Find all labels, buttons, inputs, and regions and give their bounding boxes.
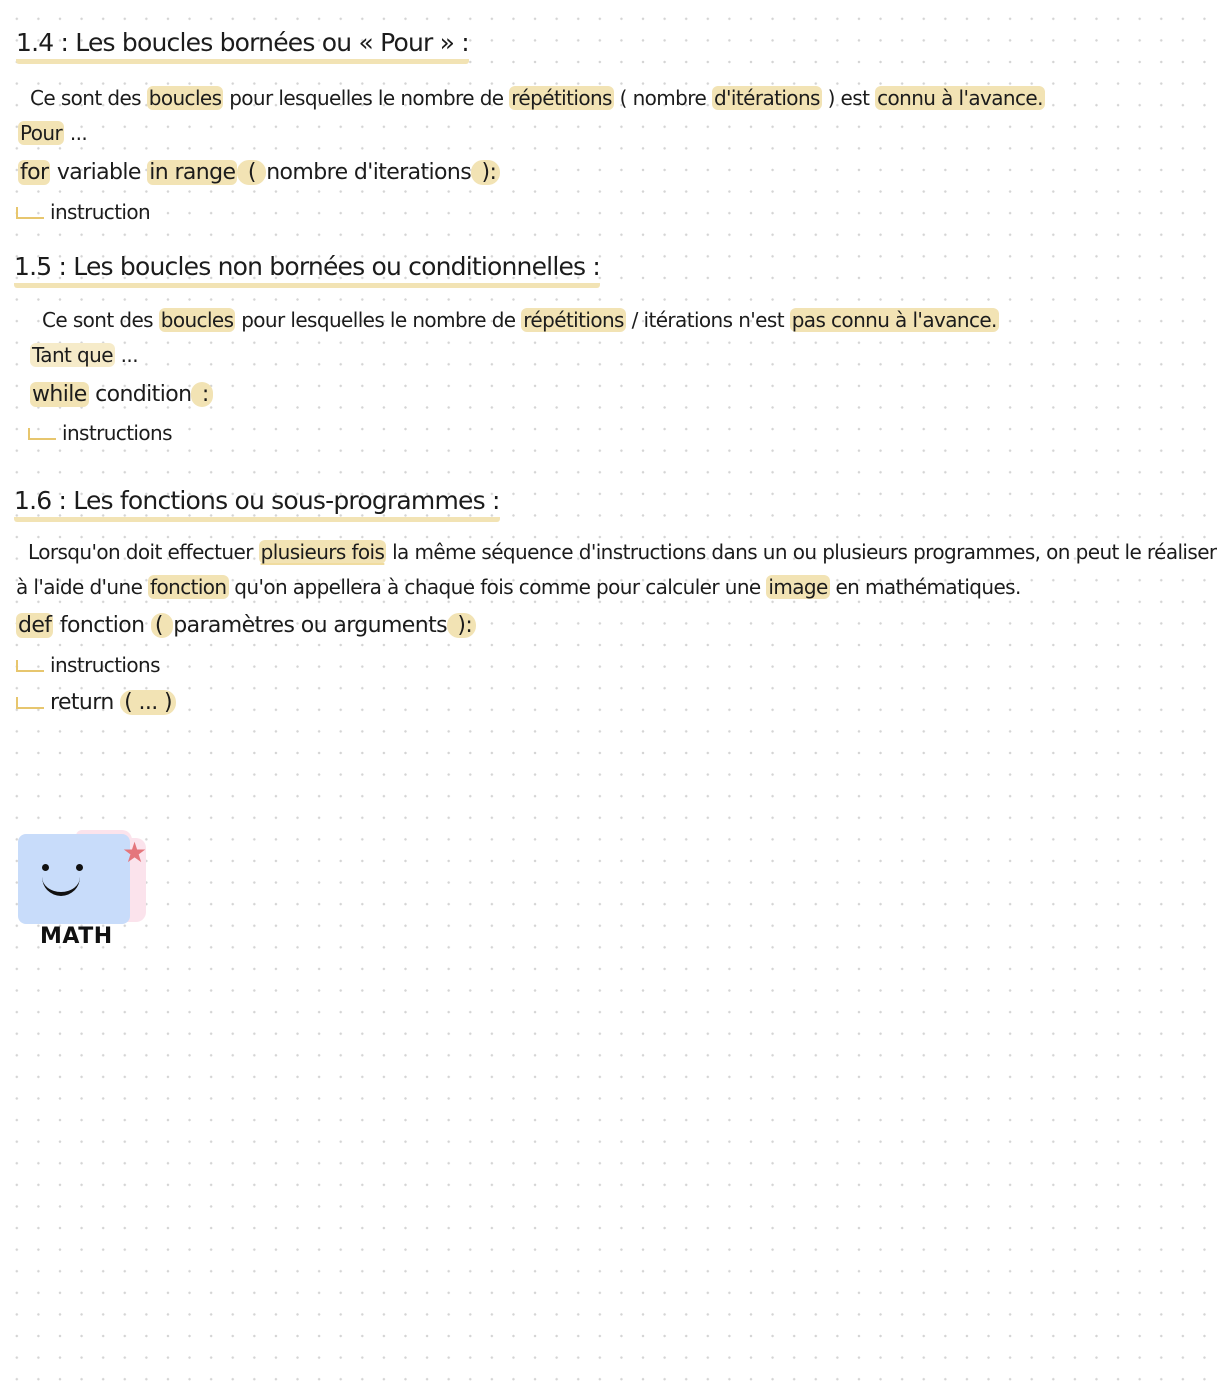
paragraph-1-5: Ce sont des boucles pour lesquelles le nombre de répétitions / itérations n'est pas connu à l'avance.	[42, 308, 997, 332]
corner-bracket-icon	[16, 660, 44, 672]
instruction-line-1-4: instruction	[16, 200, 150, 224]
instruction-line-1-6: instructions	[16, 653, 160, 677]
section-title-1-6: 1.6 : Les fonctions ou sous-programmes :	[14, 486, 500, 515]
paragraph-1-6-line2: à l'aide d'une fonction qu'on appellera à chaque fois comme pour calculer une image en mathématiques.	[16, 575, 1021, 599]
pour-label: Pour ...	[20, 121, 88, 145]
paragraph-1-6-line1: Lorsqu'on doit effectuer plusieurs fois la même séquence d'instructions dans un ou plusieurs programmes, on peut le réaliser	[28, 540, 1217, 564]
right-eye	[76, 864, 83, 871]
math-label: MATH	[40, 924, 113, 949]
code-def-function: def fonction ( paramètres ou arguments ):	[16, 613, 476, 638]
corner-bracket-icon	[16, 207, 44, 219]
paragraph-1-4: Ce sont des boucles pour lesquelles le nombre de répétitions ( nombre d'itérations ) est connu à l'avance.	[30, 86, 1043, 110]
section-title-1-4: 1.4 : Les boucles bornées ou « Pour » :	[16, 28, 469, 57]
return-line: return ( ... )	[16, 690, 176, 715]
instruction-line-1-5: instructions	[28, 421, 172, 445]
folder-icon	[18, 830, 146, 925]
code-for-loop: for variable in range ( nombre d'iterations ):	[18, 160, 500, 185]
corner-bracket-icon	[28, 428, 56, 440]
code-while-loop: while condition :	[30, 382, 213, 407]
left-eye	[42, 864, 49, 871]
corner-bracket-icon	[16, 697, 44, 709]
tant-que-label: Tant que ...	[32, 343, 138, 367]
star-icon: ★	[122, 836, 148, 869]
smile-mouth	[42, 876, 80, 896]
section-title-1-5: 1.5 : Les boucles non bornées ou conditionnelles :	[14, 252, 600, 281]
